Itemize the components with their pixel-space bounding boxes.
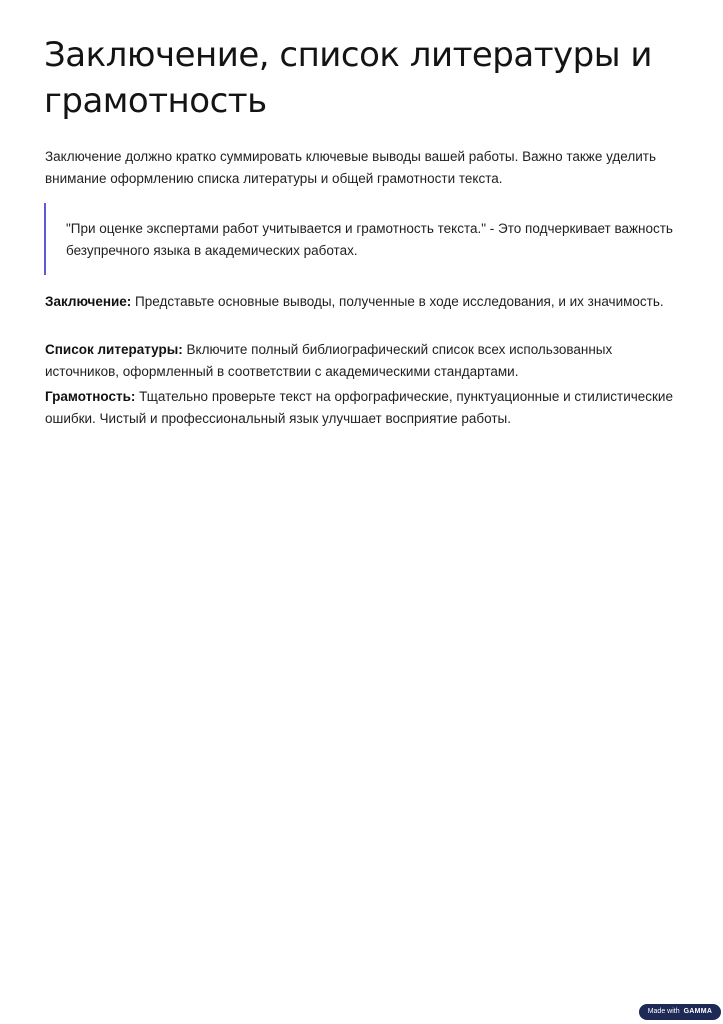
made-with-gamma-badge[interactable]	[639, 1004, 721, 1020]
conclusion-paragraph	[45, 291, 685, 313]
literacy-paragraph	[45, 386, 685, 430]
literacy-text: Тщательно проверьте текст на орфографические, пунктуационные и стилистические ошибки. Чистый и профессиональный язык улучшает восприятие работы.	[45, 389, 673, 426]
badge-prefix: Made with	[647, 1008, 680, 1015]
bibliography-text: Включите полный библиографический список всех использованных источников, оформленный в соответствии с академическими стандартами.	[45, 342, 613, 379]
bibliography-paragraph	[45, 339, 685, 383]
page-title: Заключение, список литературы и грамотность	[44, 35, 652, 121]
conclusion-text: Представьте основные выводы, полученные в ходе исследования, и их значимость.	[131, 294, 664, 309]
blockquote	[44, 203, 684, 275]
literacy-label: Грамотность:	[45, 389, 136, 404]
bibliography-label: Список литературы:	[45, 342, 183, 357]
quote-text: "При оценке экспертами работ учитывается и грамотность текста." - Это подчеркивает важность безупречного языка в академических работах.	[66, 221, 673, 258]
badge-brand: GAMMA	[683, 1008, 713, 1015]
intro-paragraph: Заключение должно кратко суммировать ключевые выводы вашей работы. Важно также уделить внимание оформлению списка литературы и общей грамотности текста.	[45, 149, 656, 186]
conclusion-label: Заключение:	[45, 294, 132, 309]
